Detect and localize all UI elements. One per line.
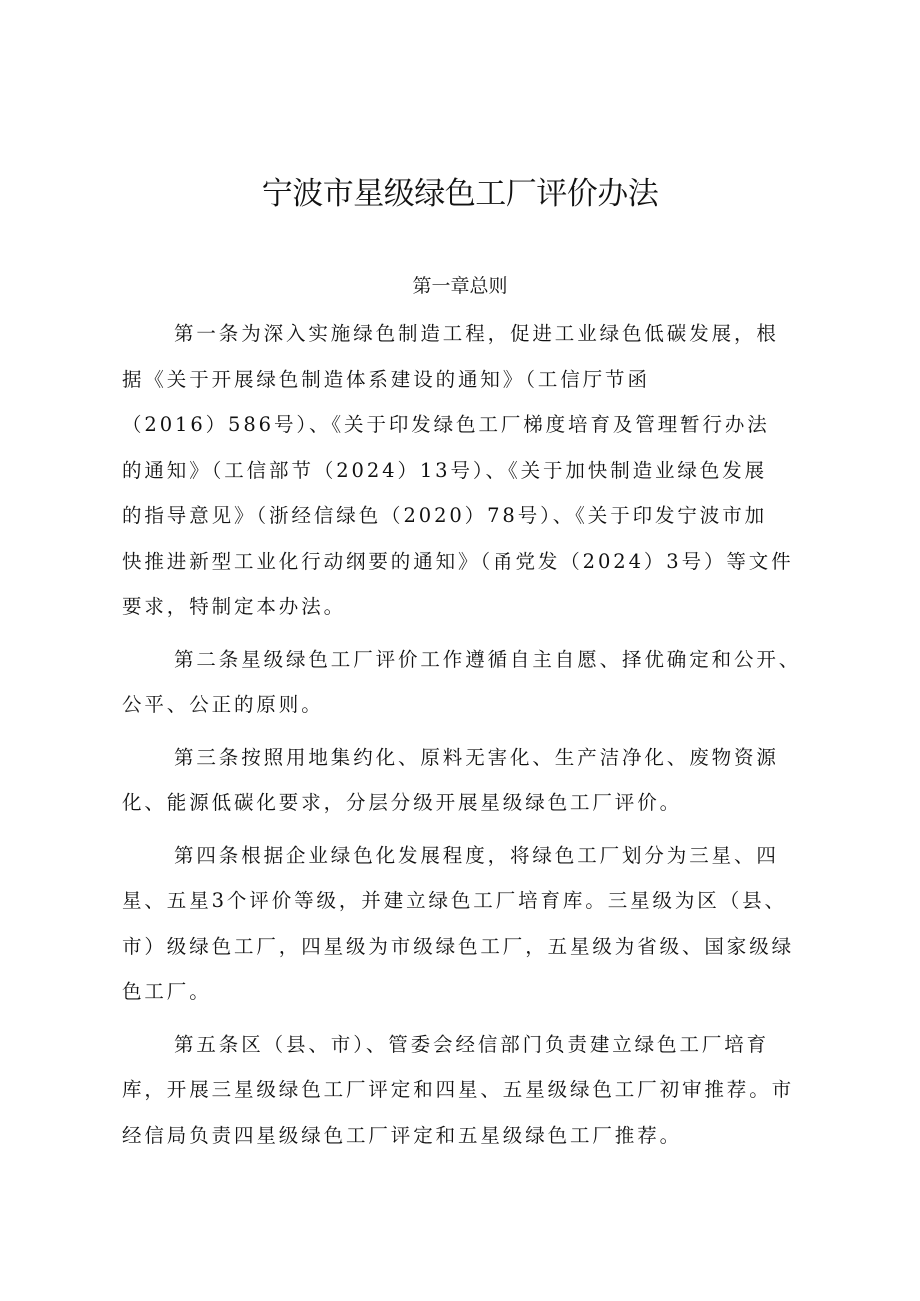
text-line: 第二条星级绿色工厂评价工作遵循自主自愿、择优确定和公开、	[174, 647, 802, 671]
article-4	[122, 833, 812, 1015]
text-line: 的指导意见》（浙经信绿色（2020）78号）、《关于印发宁波市加	[122, 504, 767, 527]
article-3	[122, 735, 812, 826]
text-line: 公平、公正的原则。	[122, 693, 324, 716]
chapter-heading: 第一章总则	[412, 275, 508, 297]
text-line: 星、五星3个评价等级，并建立绿色工厂培育库。三星级为区（县、	[122, 889, 787, 912]
text-line: 化、能源低碳化要求，分层分级开展星级绿色工厂评价。	[122, 791, 683, 814]
article-1	[122, 311, 812, 630]
text-line: 库，开展三星级绿色工厂评定和四星、五星级绿色工厂初审推荐。市	[122, 1078, 795, 1101]
text-line: 要求，特制定本办法。	[122, 595, 347, 618]
text-line: 色工厂。	[122, 980, 212, 1003]
body-text	[122, 311, 812, 1158]
article-2	[122, 637, 812, 728]
text-line: 第四条根据企业绿色化发展程度，将绿色工厂划分为三星、四	[174, 843, 779, 867]
text-line: 的通知》（工信部节（2024）13号）、《关于加快制造业绿色发展	[122, 458, 767, 482]
text-line: 经信局负责四星级绿色工厂评定和五星级绿色工厂推荐。	[122, 1123, 683, 1147]
text-line: 第一条为深入实施绿色制造工程，促进工业绿色低碳发展，根	[174, 322, 779, 345]
article-5	[122, 1022, 812, 1159]
text-line: 快推进新型工业化行动纲要的通知》（甬党发（2024）3号）等文件	[122, 549, 794, 573]
text-line: （2016）586号）、《关于印发绿色工厂梯度培育及管理暂行办法	[122, 413, 770, 436]
text-line: 市）级绿色工厂，四星级为市级绿色工厂，五星级为省级、国家级绿	[122, 934, 795, 958]
text-line: 据《关于开展绿色制造体系建设的通知》（工信厅节函	[122, 367, 650, 391]
document-title: 宁波市星级绿色工厂评价办法	[261, 176, 659, 212]
text-line: 第五条区（县、市）、管委会经信部门负责建立绿色工厂培育	[174, 1032, 770, 1056]
text-line: 第三条按照用地集约化、原料无害化、生产洁净化、废物资源	[174, 745, 779, 769]
